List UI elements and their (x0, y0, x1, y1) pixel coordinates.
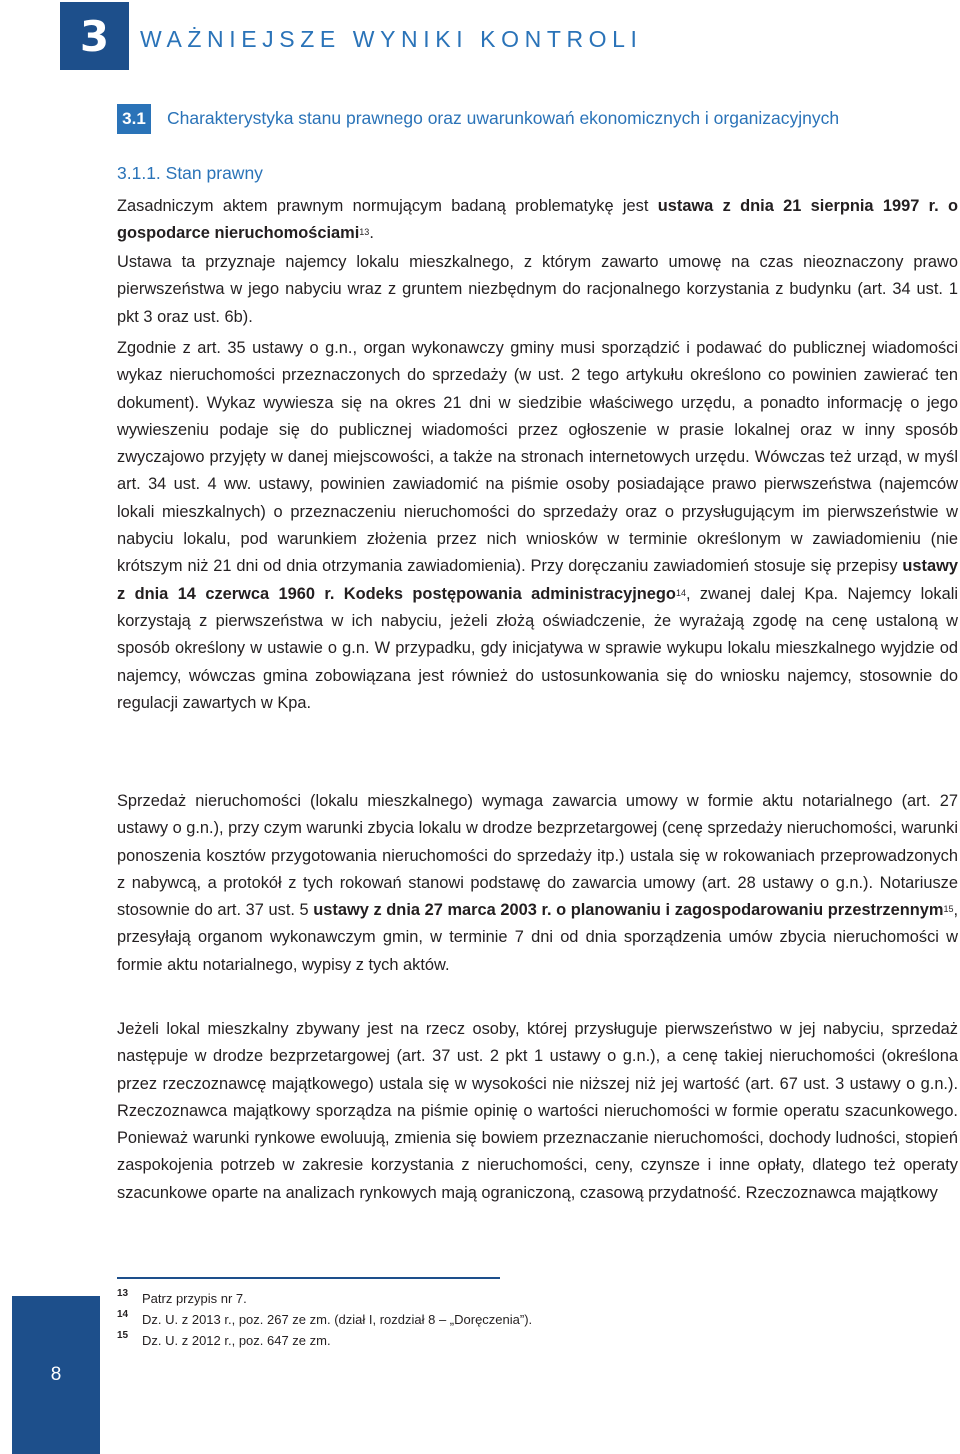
footnote-text: Dz. U. z 2012 r., poz. 647 ze zm. (142, 1333, 331, 1348)
footnote-text: Patrz przypis nr 7. (142, 1291, 247, 1306)
footnote-number: 15 (117, 1330, 129, 1341)
footnote-ref-14[interactable]: 14 (675, 587, 686, 598)
act-reference-bold: ustawy z dnia 14 czerwca 1960 r. Kodeks postępowania administracyjnego (117, 557, 958, 603)
chapter-number-box: 3 (60, 2, 129, 70)
act-reference-bold: ustawy z dnia 27 marca 2003 r. o planowaniu i zagospodarowaniu przestrzennym (313, 901, 944, 920)
subsection-title: 3.1.1. Stan prawny (117, 163, 263, 183)
section-title: Charakterystyka stanu prawnego oraz uwarunkowań ekonomicznych i organizacyjnych (167, 108, 840, 128)
chapter-title: WAŻNIEJSZE WYNIKI KONTROLI (140, 26, 643, 52)
paragraph-valuation: Jeżeli lokal mieszkalny zbywany jest na rzecz osoby, której przysługuje pierwszeństwo w jej nabyciu, sprzedaż następuje w drodze bezprzetargowej (art. 37 ust. 2 pkt 1 ustawy o g.n.), a cenę takiej nieruchomości (określona przez rzeczoznawcę majątkowego) ustala się w wysokości nie niższej niż jej wartość (art. 67 ust. 3 ustawy o g.n.). Rzeczoznawca majątkowy sporządza na piśmie opinię o wartości nieruchomości w formie operatu szacunkowego. Ponieważ warunki rynkowe ewoluują, zmienia się bowiem przeznaczanie nieruchomości, dochody ludności, stopień zaspokojenia potrzeb w zakresie korzystania z nieruchomości, ceny, czynsze i inne opłaty, dlatego też operaty szacunkowe oparte na analizach rynkowych mają ograniczoną, czasową przydatność. Rzeczoznawca majątkowy (117, 1020, 958, 1202)
footnote-text: Dz. U. z 2013 r., poz. 267 ze zm. (dział I, rozdział 8 – „Doręczenia”). (142, 1312, 533, 1327)
paragraph-legal-basis: Zasadniczym aktem prawnym normującym badaną problematykę jest ustawa z dnia 21 sierpnia 1997 r. o gospodarce nieruchomościami$^{13}$. (117, 197, 958, 243)
page-number: 8 (12, 1296, 100, 1454)
footnote-divider (117, 1277, 500, 1279)
paragraph-sale-procedure: Zgodnie z art. 35 ustawy o g.n., organ wykonawczy gminy musi sporządzić i podawać do publicznej wiadomości wykaz nieruchomości przeznaczonych do sprzedaży (w ust. 2 tego artykułu określono co powinien zawierać ten dokument). Wykaz wywiesza się na okres 21 dni w siedzibie właściwego urzędu, a ponadto informację o jego wywieszeniu podaje się do publicznej wiadomości przez ogłoszenie w prasie lokalnej oraz w inny sposób zwyczajowo przyjęty w danej miejscowości, a także na stronach internetowych urzędu. Wówczas też urząd, w myśl art. 34 ust. 4 ww. ustawy, powinien zawiadomić na piśmie osoby posiadające prawo pierwszeństwa (najemców lokali mieszkalnych) o przeznaczeniu nieruchomości do sprzedaży oraz o przysługującym im pierwszeństwie w nabyciu lokalu, pod warunkiem złożenia przez nich wniosków w terminie określonym w zawiadomieniu (nie krótszym niż 21 dni od dnia otrzymania zawiadomienia). Przy doręczaniu zawiadomień stosuje się przepisy ustawy z dnia 14 czerwca 1960 r. Kodeks postępowania administracyjnego$^{14}$, zwanej dalej Kpa. Najemcy lokali korzystają z pierwszeństwa w ich nabyciu, jeżeli złożą oświadczenie, że wyrażają zgodę na cenę ustaloną w sposób określony w ustawie o g.n. W przypadku, gdy inicjatywa w sprawie wykupu lokalu mieszkalnego wyjdzie od najemcy, wówczas gmina zobowiązana jest również do ustosunkowania się do wniosku najemcy, stosownie do regulacji zawartych w Kpa. (117, 339, 958, 712)
section-number-box: 3.1 (117, 104, 151, 134)
footnote-number: 14 (117, 1309, 129, 1320)
paragraph-notarial-deed: Sprzedaż nieruchomości (lokalu mieszkalnego) wymaga zawarcia umowy w formie aktu notarialnego (art. 27 ustawy o g.n.), przy czym warunki zbycia lokalu w drodze bezprzetargowej (cenę sprzedaży nieruchomości, warunki ponoszenia kosztów przygotowania nieruchomości do sprzedaży itp.) ustala się w rokowaniach przeprowadzonych z nabywcą, a protokół z tych rokowań stanowi podstawę do zawarcia umowy (art. 28 ustawy o g.n.). Notariusze stosownie do art. 37 ust. 5 ustawy z dnia 27 marca 2003 r. o planowaniu i zagospodarowaniu przestrzennym$^{15}$, przesyłają organom wykonawczym gmin, w terminie 7 dni od dnia sporządzenia umów zbycia nieruchomości w formie aktu notarialnego, wypisy z tych aktów. (117, 792, 959, 974)
paragraph-preemption-right: Ustawa ta przyznaje najemcy lokalu mieszkalnego, z którym zawarto umowę na czas nieoznaczony prawo pierwszeństwa w jego nabyciu wraz z gruntem niezbędnym do racjonalnego korzystania z budynku (art. 34 ust. 1 pkt 3 oraz ust. 6b). (117, 253, 958, 326)
act-reference-bold: ustawa z dnia 21 sierpnia 1997 r. o gospodarce nieruchomościami (117, 197, 958, 243)
footnote-ref-15[interactable]: 15 (943, 904, 954, 915)
footnote-ref-13[interactable]: 13 (359, 227, 370, 238)
footnote-number: 13 (117, 1288, 129, 1299)
